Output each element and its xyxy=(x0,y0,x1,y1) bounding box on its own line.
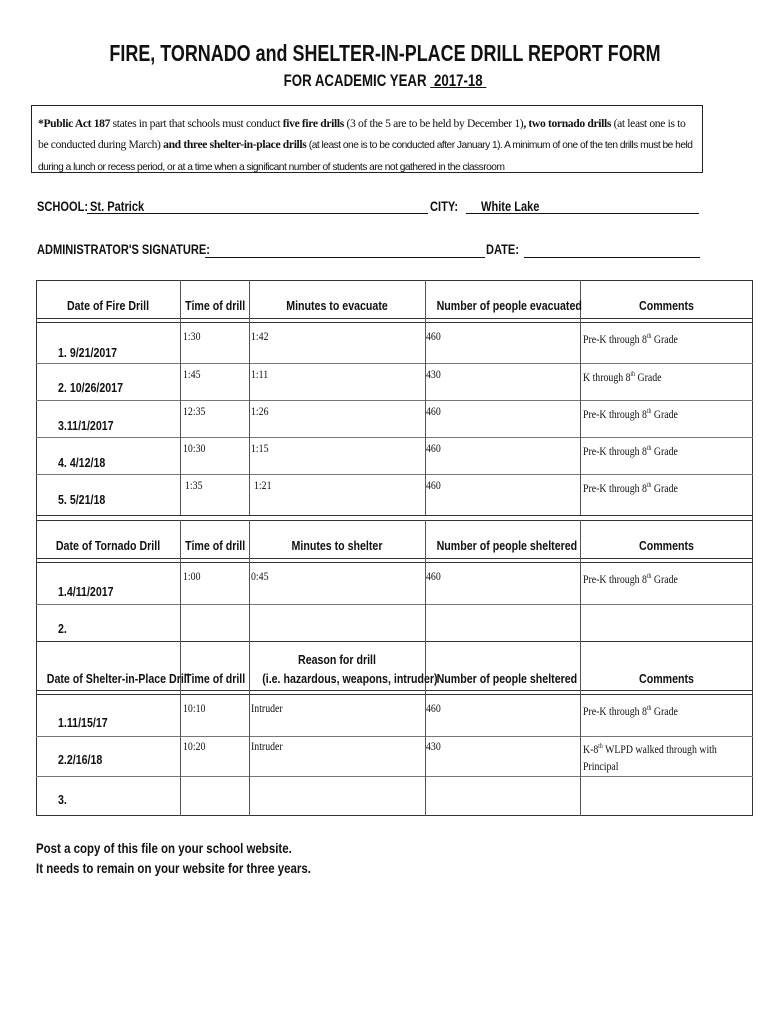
public-act-notice: *Public Act 187 states in part that schools must conduct five fire drills (3 of the 5 are to be held by December 1), two tornado drills (at least one is to be conducted during March) and three shelter-in-place drills (at least one is to be conducted after January 1). A minimum of one of the ten drills must be held during a lunch or recess period, or at a time when a significant number of students are not gathered in the classroom xyxy=(31,105,703,173)
fire-date[interactable]: 4. 4/12/18 xyxy=(58,456,106,470)
shelter-date[interactable]: 2.2/16/18 xyxy=(58,753,103,767)
date-label: DATE: xyxy=(486,242,520,257)
fire-header-minutes: Minutes to evacuate xyxy=(286,299,388,313)
school-label: SCHOOL: xyxy=(37,199,89,214)
fire-date[interactable]: 1. 9/21/2017 xyxy=(58,346,118,360)
shelter-header-reason: Reason for drill xyxy=(298,653,376,667)
fire-comment[interactable]: Pre-K through 8th Grade xyxy=(583,332,678,346)
tornado-date[interactable]: 2. xyxy=(58,622,67,636)
fire-time[interactable]: 1:45 xyxy=(183,367,201,381)
fire-minutes[interactable]: 1:26 xyxy=(251,404,269,418)
fire-comment[interactable]: Pre-K through 8th Grade xyxy=(583,481,678,495)
rule xyxy=(36,318,753,319)
fire-date[interactable]: 5. 5/21/18 xyxy=(58,493,106,507)
col-rule xyxy=(249,641,250,816)
academic-year: 2017-18 xyxy=(433,71,483,90)
fire-time[interactable]: 1:35 xyxy=(185,478,203,492)
shelter-reason[interactable]: Intruder xyxy=(251,701,283,715)
shelter-header-time: Time of drill xyxy=(185,672,246,686)
tornado-header-people: Number of people sheltered xyxy=(436,539,578,553)
tornado-minutes[interactable]: 0:45 xyxy=(251,569,269,583)
date-field-line[interactable] xyxy=(524,257,700,258)
tornado-header-date: Date of Tornado Drill xyxy=(55,539,161,553)
shelter-header-comments: Comments xyxy=(639,672,694,686)
tornado-time[interactable]: 1:00 xyxy=(183,569,201,583)
rule xyxy=(36,515,753,516)
tornado-people[interactable]: 460 xyxy=(426,569,441,583)
rule xyxy=(36,437,753,438)
fire-comment[interactable]: K through 8th Grade xyxy=(583,370,662,384)
fire-date[interactable]: 3.11/1/2017 xyxy=(58,419,114,433)
fire-date[interactable]: 2. 10/26/2017 xyxy=(58,381,123,395)
fire-comment[interactable]: Pre-K through 8th Grade xyxy=(583,444,678,458)
fire-people[interactable]: 460 xyxy=(426,404,441,418)
fire-minutes[interactable]: 1:15 xyxy=(251,441,269,455)
shelter-people[interactable]: 460 xyxy=(426,701,441,715)
rule xyxy=(36,400,753,401)
fire-people[interactable]: 460 xyxy=(426,329,441,343)
shelter-people[interactable]: 430 xyxy=(426,739,441,753)
school-value[interactable]: St. Patrick xyxy=(90,199,145,214)
rule xyxy=(36,690,753,691)
fire-people[interactable]: 460 xyxy=(426,441,441,455)
tornado-header-comments: Comments xyxy=(639,539,694,553)
rule xyxy=(36,776,753,777)
city-value[interactable]: White Lake xyxy=(481,199,540,214)
signature-label: ADMINISTRATOR'S SIGNATURE: xyxy=(37,242,210,257)
fire-time[interactable]: 1:30 xyxy=(183,329,201,343)
signature-field-line[interactable] xyxy=(205,257,485,258)
fire-people[interactable]: 460 xyxy=(426,478,441,492)
fire-minutes[interactable]: 1:42 xyxy=(251,329,269,343)
rule xyxy=(36,474,753,475)
fire-header-time: Time of drill xyxy=(185,299,246,313)
tornado-comment[interactable]: Pre-K through 8th Grade xyxy=(583,572,678,586)
col-rule xyxy=(249,280,250,515)
rule xyxy=(36,363,753,364)
fire-minutes[interactable]: 1:21 xyxy=(254,478,272,492)
fire-people[interactable]: 430 xyxy=(426,367,441,381)
fire-minutes[interactable]: 1:11 xyxy=(251,367,269,381)
fire-time[interactable]: 12:35 xyxy=(183,404,206,418)
rule xyxy=(36,604,753,605)
fire-time[interactable]: 10:30 xyxy=(183,441,206,455)
rule xyxy=(36,520,753,521)
rule xyxy=(36,322,753,323)
rule xyxy=(36,562,753,563)
rule xyxy=(36,694,753,695)
col-rule xyxy=(180,641,181,816)
tornado-header-minutes: Minutes to shelter xyxy=(291,539,383,553)
shelter-comment[interactable]: K-8th WLPD walked through with xyxy=(583,742,717,756)
fire-header-date: Date of Fire Drill xyxy=(66,299,150,313)
shelter-header-people: Number of people sheltered xyxy=(436,672,578,686)
shelter-header-reason-examples: (i.e. hazardous, weapons, intruder) xyxy=(262,672,438,686)
subtitle-prefix: FOR ACADEMIC YEAR xyxy=(283,71,427,90)
shelter-header-date: Date of Shelter-in-Place Drill xyxy=(46,672,190,686)
form-title: FIRE, TORNADO and SHELTER-IN-PLACE DRILL REPORT FORM xyxy=(109,40,661,66)
col-rule xyxy=(180,280,181,515)
col-rule xyxy=(425,641,426,816)
city-label: CITY: xyxy=(430,199,459,214)
footer-line-2: It needs to remain on your website for three years. xyxy=(36,860,311,876)
shelter-comment-line2[interactable]: Principal xyxy=(583,759,619,773)
shelter-date[interactable]: 3. xyxy=(58,793,67,807)
rule xyxy=(36,641,753,642)
shelter-time[interactable]: 10:10 xyxy=(183,701,206,715)
col-rule xyxy=(249,520,250,641)
col-rule xyxy=(580,520,581,641)
footer-line-1: Post a copy of this file on your school website. xyxy=(36,840,292,856)
fire-comment[interactable]: Pre-K through 8th Grade xyxy=(583,407,678,421)
fire-header-comments: Comments xyxy=(639,299,694,313)
tornado-date[interactable]: 1.4/11/2017 xyxy=(58,585,114,599)
shelter-reason[interactable]: Intruder xyxy=(251,739,283,753)
form-subtitle xyxy=(85,71,686,91)
col-rule xyxy=(580,280,581,515)
shelter-time[interactable]: 10:20 xyxy=(183,739,206,753)
fire-header-people: Number of people evacuated xyxy=(436,299,582,313)
col-rule xyxy=(180,520,181,641)
shelter-date[interactable]: 1.11/15/17 xyxy=(58,716,108,730)
shelter-comment[interactable]: Pre-K through 8th Grade xyxy=(583,704,678,718)
tornado-header-time: Time of drill xyxy=(185,539,246,553)
rule xyxy=(36,558,753,559)
col-rule xyxy=(580,641,581,816)
